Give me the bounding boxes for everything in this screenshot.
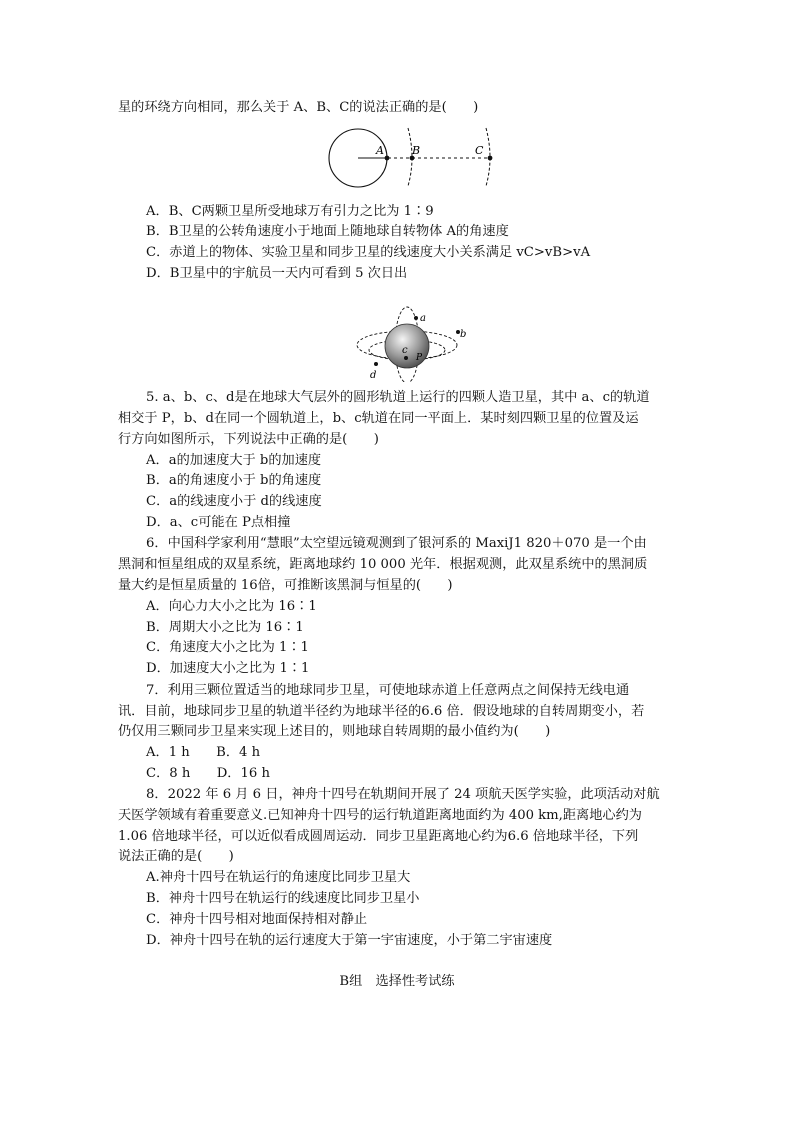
q5-option-b: B．a的角速度小于 b的角速度 <box>146 473 322 488</box>
q6-option-c: C．角速度大小之比为 1∶1 <box>146 640 309 655</box>
q7-options-cd: C．8 h D．16 h <box>146 766 270 781</box>
label-A: A <box>376 144 384 157</box>
label-C: C <box>475 144 484 157</box>
q8-option-c: C．神舟十四号相对地面保持相对静止 <box>146 912 368 927</box>
label-a: a <box>420 313 426 324</box>
q7-options-ab: A．1 h B．4 h <box>146 745 261 760</box>
q4-figure <box>322 126 502 188</box>
q7-stem-1: 7．利用三颗位置适当的地球同步卫星，可使地球赤道上任意两点之间保持无线电通 <box>146 683 630 698</box>
q8-stem-4: 说法正确的是( ) <box>118 849 234 864</box>
q8-stem-2: 天医学领域有着重要意义.已知神舟十四号的运行轨道距离地面约为 400 km,距离地心约为 <box>118 808 642 823</box>
q8-option-d: D．神舟十四号在轨的运行速度大于第一宇宙速度，小于第二宇宙速度 <box>146 933 553 948</box>
q6-stem-3: 量大约是恒星质量的 16倍，可推断该黑洞与恒星的( ) <box>118 578 453 593</box>
q7-stem-2: 讯．目前，地球同步卫星的轨道半径约为地球半径的6.6 倍．假设地球的自转周期变小，若 <box>118 704 645 719</box>
q8-option-b: B．神舟十四号在轨运行的线速度比同步卫星小 <box>146 891 420 906</box>
q5-option-c: C．a的线速度小于 d的线速度 <box>146 494 322 509</box>
section-title: B组 选择性考试练 <box>339 974 455 989</box>
q5-option-d: D．a、c可能在 P点相撞 <box>146 515 291 530</box>
q5-figure <box>350 300 470 382</box>
q6-option-a: A．向心力大小之比为 16∶1 <box>146 599 317 614</box>
q4-option-d: D．B卫星中的宇航员一天内可看到 5 次日出 <box>146 266 408 281</box>
q6-stem-1: 6．中国科学家利用“慧眼”太空望远镜观测到了银河系的 MaxiJ1 820＋070 是一个由 <box>146 536 647 551</box>
q8-stem-1: 8．2022 年 6 月 6 日，神舟十四号在轨期间开展了 24 项航天医学实验，此项活动对航 <box>146 787 660 802</box>
q4-option-c: C．赤道上的物体、实验卫星和同步卫星的线速度大小关系满足 vC>vB>vA <box>146 245 591 260</box>
q6-option-b: B．周期大小之比为 16∶1 <box>146 620 304 635</box>
label-B: B <box>412 144 421 157</box>
q4-option-b: B．B卫星的公转角速度小于地面上随地球自转物体 A的角速度 <box>146 224 509 239</box>
q4-stem: 星的环绕方向相同，那么关于 A、B、C的说法正确的是( ) <box>118 100 479 115</box>
q8-stem-3: 1.06 倍地球半径，可以近似看成圆周运动．同步卫星距离地心约为6.6 倍地球半径，下列 <box>118 829 639 844</box>
q5-option-a: A．a的加速度大于 b的加速度 <box>146 453 322 468</box>
q4-option-a: A．B、C两颗卫星所受地球万有引力之比为 1∶9 <box>146 204 434 219</box>
q8-option-a: A.神舟十四号在轨运行的角速度比同步卫星大 <box>146 870 411 885</box>
q6-option-d: D．加速度大小之比为 1∶1 <box>146 661 310 676</box>
q7-stem-3: 仍仅用三颗同步卫星来实现上述目的，则地球自转周期的最小值约为( ) <box>118 724 551 739</box>
label-b: b <box>460 329 467 340</box>
q6-stem-2: 黑洞和恒星组成的双星系统，距离地球约 10 000 光年．根据观测，此双星系统中的黑洞质 <box>118 557 648 572</box>
q5-stem-3: 行方向如图所示，下列说法中正确的是( ) <box>118 432 379 447</box>
label-P: P <box>416 353 423 363</box>
q5-stem-2: 相交于 P，b、d在同一个圆轨道上，b、c轨道在同一平面上．某时刻四颗卫星的位置及运 <box>118 411 639 426</box>
q5-stem-1: 5. a、b、c、d是在地球大气层外的圆形轨道上运行的四颗人造卫星，其中 a、c的轨道 <box>146 390 650 405</box>
label-c: c <box>402 345 408 356</box>
label-d: d <box>370 370 377 381</box>
